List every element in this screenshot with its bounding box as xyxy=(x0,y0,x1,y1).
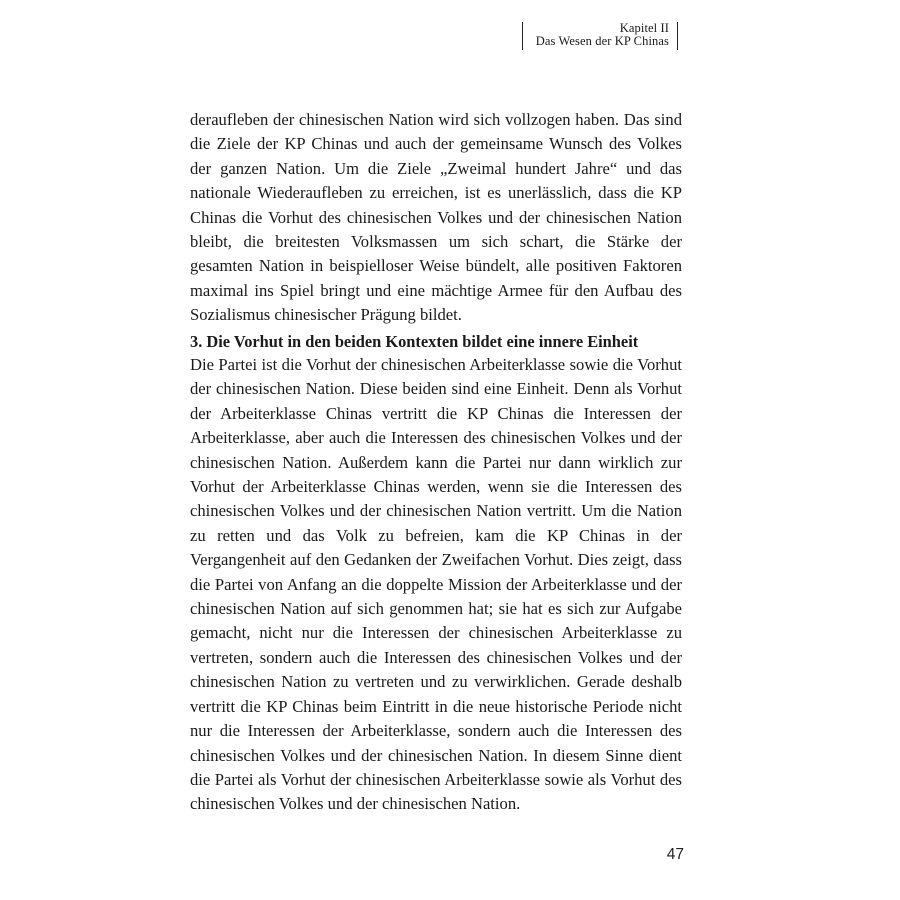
section-heading: 3. Die Vorhut in den beiden Kontexten bildet eine innere Einheit xyxy=(190,332,639,351)
running-header xyxy=(522,22,678,50)
body-paragraph-1: deraufleben der chinesischen Nation wird sich vollzogen haben. Das sind die Ziele der KP Chinas und auch der gemeinsame Wunsch des Volkes der ganzen Nation. Um die Ziele „Zweimal hundert Jahre“ und das nationale Wiederaufleben zu erreichen, ist es unerlässlich, dass die KP Chinas die Vorhut des chinesischen Volkes und der chinesischen Nation bleibt, die breitesten Volksmassen um sich schart, die Stärke der gesamten Nation in beispielloser Weise bündelt, alle positiven Faktoren maximal ins Spiel bringt und eine mächtige Armee für den Aufbau des Sozialismus chinesischer Prägung bildet. xyxy=(190,110,682,325)
chapter-number: Kapitel II xyxy=(619,21,669,35)
chapter-title: Das Wesen der KP Chinas xyxy=(535,34,669,48)
page-number: 47 xyxy=(666,846,684,863)
body-paragraph-2: Die Partei ist die Vorhut der chinesischen Arbeiterklasse sowie die Vorhut der chinesischen Nation. Diese beiden sind eine Einheit. Denn als Vorhut der Arbeiterklasse Chinas vertritt die KP Chinas die Interessen der Arbeiterklasse, aber auch die Interessen des chinesischen Volkes und der chinesischen Nation. Außerdem kann die Partei nur dann wirklich zur Vorhut der Arbeiterklasse Chinas werden, wenn sie die Interessen des chinesischen Volkes und der chinesischen Nation vertritt. Um die Nation zu retten und das Volk zu befreien, kam die KP Chinas in der Vergangenheit auf den Gedanken der Zweifachen Vorhut. Dies zeigt, dass die Partei von Anfang an die doppelte Mission der Arbeiterklasse und der chinesischen Nation auf sich genommen hat; sie hat es sich zur Aufgabe gemacht, nicht nur die Interessen der chinesischen Arbeiterklasse zu vertreten, sondern auch die Interessen des chinesischen Volkes und der chinesischen Nation zu vertreten und zu verwirklichen. Gerade deshalb vertritt die KP Chinas beim Eintritt in die neue historische Periode nicht nur die Interessen der Arbeiterklasse, sondern auch die Interessen des chinesischen Volkes und der chinesischen Nation. In diesem Sinne dient die Partei als Vorhut der chinesischen Arbeiterklasse sowie als Vorhut des chinesischen Volkes und der chinesischen Nation. xyxy=(190,355,682,814)
